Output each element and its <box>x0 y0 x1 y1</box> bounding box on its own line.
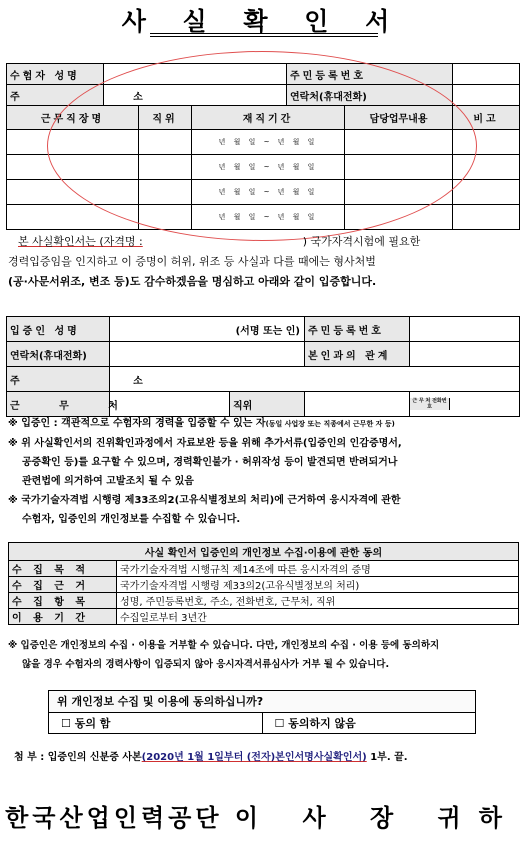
statement-part-a: 본 사실확인서는 (자격명 : <box>18 235 143 248</box>
refusal-note-line-2: 않을 경우 수험자의 경력사항이 입증되지 않아 응시자격서류심사가 거부 될 수 있습니다. <box>22 659 390 670</box>
note-line <box>8 472 520 491</box>
attachment-prefix: 첨 부 : 입증인의 신분증 사본 <box>14 752 142 763</box>
verifier-position-label: 직위 <box>230 392 305 417</box>
note-text: 입증인 : 객관적으로 수험자의 경력을 입증할 수 있는 자 <box>21 418 266 429</box>
applicant-rrn-label: 주민등록번호 <box>287 64 453 85</box>
consent-label: 수 집 항 목 <box>9 593 117 609</box>
attachment-suffix: 1부. 끝. <box>370 752 408 763</box>
note-text: 위 사실확인서의 진위확인과정에서 자료보완 등을 위해 추가서류(입증인의 인감증명서, <box>21 438 402 449</box>
note-line <box>8 510 520 529</box>
verifier-relation-label: 본인과의 관계 <box>305 342 410 367</box>
addressee-org: 한국산업인력공단 <box>5 803 223 832</box>
verifier-rrn-label: 주민등록번호 <box>305 317 410 342</box>
refusal-note <box>8 636 520 674</box>
consent-label: 이 용 기 간 <box>9 609 117 625</box>
note-line <box>8 414 520 434</box>
consent-label: 수 집 목 적 <box>9 561 117 577</box>
header-duty: 담당업무내용 <box>345 106 453 130</box>
consent-label: 수 집 근 거 <box>9 577 117 593</box>
career-period[interactable]: 년 월 일 ~ 년 월 일 <box>192 130 345 155</box>
verifier-workplace-phone-label: 근 무 처 전화번호 <box>410 398 450 410</box>
verifier-sign-label[interactable]: (서명 또는 인) <box>110 317 305 342</box>
disagree-checkbox[interactable]: ☐ 동의하지 않음 <box>274 717 356 730</box>
verifier-contact-field[interactable] <box>110 342 305 367</box>
note-text: 공증확인 등)를 요구할 수 있으며, 경력확인불가 · 허위작성 등이 발견되면 반려되거나 <box>22 457 398 468</box>
career-remarks-field[interactable] <box>453 180 520 205</box>
applicant-address-label: 주 소 <box>7 85 104 106</box>
verifier-table <box>6 316 520 417</box>
consent-value: 국가기술자격법 시행령 제33의2(고유식별정보의 처리) <box>117 577 519 593</box>
applicant-contact-field[interactable] <box>453 85 520 106</box>
note-small-text: (동일 사업장 또는 직종에서 근무한 자 등) <box>265 420 395 428</box>
attachment-line <box>14 748 526 767</box>
refusal-note-line-1: ※ 입증인은 개인정보의 수집 · 이용을 거부할 수 있습니다. 다만, 개인정보의 수집 · 이용 등에 동의하지 <box>8 640 440 651</box>
applicant-name-label: 수험자 성명 <box>7 64 104 85</box>
statement-part-b: ) 국가자격시험에 필요한 <box>302 235 421 248</box>
note-mark: ※ <box>8 495 18 506</box>
header-remarks: 비고 <box>453 106 520 130</box>
consent-value: 수집일로부터 3년간 <box>117 609 519 625</box>
applicant-rrn-field[interactable] <box>453 64 520 85</box>
verifier-position-field[interactable] <box>305 392 410 417</box>
verifier-contact-label: 연락처(휴대전화) <box>7 342 110 367</box>
note-line <box>8 491 520 510</box>
attachment-underlined: (2020년 1월 1일부터 (전자)본인서명사실확인서) <box>141 752 367 763</box>
addressee <box>0 798 525 833</box>
verifier-rrn-field[interactable] <box>410 317 520 342</box>
consent-title: 사실 확인서 입증인의 개인정보 수집·이용에 관한 동의 <box>9 543 519 561</box>
title-underline-top <box>150 33 378 34</box>
title-underline-bottom <box>150 36 378 37</box>
statement-line-1 <box>8 232 520 251</box>
header-period: 재직기간 <box>192 106 345 130</box>
applicant-contact-label: 연락처(휴대전화) <box>287 85 453 106</box>
note-text: 수험자, 입증인의 개인정보를 수집할 수 있습니다. <box>22 514 241 525</box>
consent-value: 국가기술자격법 시행규칙 제14조에 따른 응시자격의 증명 <box>117 561 519 577</box>
verifier-workplace-phone-field[interactable] <box>450 398 519 410</box>
note-mark: ※ <box>8 438 18 449</box>
verifier-phone-cell <box>410 392 520 417</box>
consent-table <box>8 542 519 625</box>
note-line <box>8 453 520 472</box>
notes-section <box>8 414 520 529</box>
note-text: 관련법에 의거하여 고발조치 될 수 있음 <box>22 476 194 487</box>
career-period[interactable]: 년 월 일 ~ 년 월 일 <box>192 155 345 180</box>
career-period[interactable]: 년 월 일 ~ 년 월 일 <box>192 180 345 205</box>
career-period[interactable]: 년 월 일 ~ 년 월 일 <box>192 205 345 230</box>
note-text: 국가기술자격법 시행령 제33조의2(고유식별정보의 처리)에 근거하여 응시자격에 관한 <box>21 495 401 506</box>
red-ellipse-annotation <box>47 51 477 241</box>
verifier-name-label: 입증인 성명 <box>7 317 110 342</box>
verifier-relation-field[interactable] <box>410 342 520 367</box>
agree-checkbox[interactable]: ☐ 동의 함 <box>49 713 263 734</box>
header-workplace: 근무직장명 <box>7 106 139 130</box>
career-remarks-field[interactable] <box>453 205 520 230</box>
agreement-question: 위 개인정보 수집 및 이용에 동의하십니까? <box>49 691 475 713</box>
consent-value: 성명, 주민등록번호, 주소, 전화번호, 근무처, 직위 <box>117 593 519 609</box>
statement-line-2: 경력입증임을 인지하고 이 증명이 허위, 위조 등 사실과 다를 때에는 형사처벌 <box>8 255 376 268</box>
agreement-box <box>48 690 476 734</box>
addressee-rest: 이 사 장 귀하 <box>234 803 520 832</box>
verifier-address-label: 주 소 <box>7 367 110 392</box>
statement-line-3: (공·사문서위조, 변조 등)도 감수하겠음을 명심하고 아래와 같이 입증합니다. <box>8 275 377 288</box>
note-line <box>8 434 520 453</box>
verifier-workplace-label: 근 무 처 <box>7 392 110 417</box>
note-mark: ※ <box>8 418 18 429</box>
header-position: 직위 <box>139 106 192 130</box>
document-title: 사 실 확 인 서 <box>121 7 404 36</box>
